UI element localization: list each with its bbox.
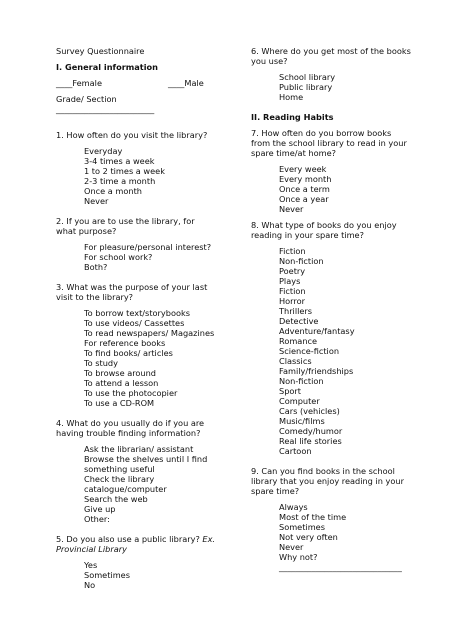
q4-option-continued: catalogue/computer bbox=[84, 484, 167, 494]
question-9-line3: spare time? bbox=[251, 486, 300, 496]
question-5-line2: Provincial Library bbox=[56, 544, 127, 554]
question-6-line1: 6. Where do you get most of the books bbox=[251, 46, 411, 56]
q9-option[interactable]: Always bbox=[279, 502, 308, 512]
question-5-text: 5. Do you also use a public library? bbox=[56, 534, 203, 544]
question-5-example: Ex. bbox=[202, 534, 216, 544]
gender-row bbox=[56, 78, 236, 88]
q7-option[interactable]: Every week bbox=[279, 164, 327, 174]
q1-option[interactable]: Everyday bbox=[84, 146, 123, 156]
section-reading-habits: II. Reading Habits bbox=[251, 112, 334, 122]
q3-option[interactable]: To use the photocopier bbox=[84, 388, 178, 398]
q3-option[interactable]: To read newspapers/ Magazines bbox=[84, 328, 215, 338]
q6-options bbox=[251, 72, 426, 102]
q1-option[interactable]: Once a month bbox=[84, 186, 142, 196]
female-option[interactable]: ____Female bbox=[56, 78, 102, 88]
q3-option[interactable]: For reference books bbox=[84, 338, 166, 348]
q8-option[interactable]: Real life stories bbox=[279, 436, 342, 446]
q1-option[interactable]: 3-4 times a week bbox=[84, 156, 155, 166]
male-option[interactable]: ____Male bbox=[168, 78, 204, 88]
q4-option[interactable]: Browse the shelves until I find bbox=[84, 454, 208, 464]
q3-option[interactable]: To use videos/ Cassettes bbox=[84, 318, 185, 328]
question-8-line1: 8. What type of books do you enjoy bbox=[251, 220, 397, 230]
q9-option[interactable]: Why not? bbox=[279, 552, 318, 562]
q5-options bbox=[56, 560, 236, 590]
q8-option[interactable]: Non-fiction bbox=[279, 376, 324, 386]
q7-option[interactable]: Once a term bbox=[279, 184, 330, 194]
q3-option[interactable]: To study bbox=[84, 358, 118, 368]
question-5-line1 bbox=[56, 534, 236, 544]
q5-option[interactable]: Yes bbox=[84, 560, 98, 570]
q8-option[interactable]: Cars (vehicles) bbox=[279, 406, 340, 416]
q6-option[interactable]: School library bbox=[279, 72, 336, 82]
q8-option[interactable]: Computer bbox=[279, 396, 320, 406]
right-column bbox=[251, 46, 426, 572]
q8-option[interactable]: Horror bbox=[279, 296, 305, 306]
q4-option[interactable]: Other: bbox=[84, 514, 110, 524]
q1-option[interactable]: 1 to 2 times a week bbox=[84, 166, 165, 176]
q4-option[interactable]: Ask the librarian/ assistant bbox=[84, 444, 194, 454]
survey-title: Survey Questionnaire bbox=[56, 46, 145, 56]
q2-options bbox=[56, 242, 236, 272]
q1-option[interactable]: Never bbox=[84, 196, 109, 206]
q8-option[interactable]: Comedy/humor bbox=[279, 426, 343, 436]
question-9-line1: 9. Can you find books in the school bbox=[251, 466, 395, 476]
grade-section-line[interactable]: ________________________ bbox=[56, 104, 155, 114]
question-1: 1. How often do you visit the library? bbox=[56, 130, 208, 140]
q3-option[interactable]: To use a CD-ROM bbox=[84, 398, 155, 408]
q4-option[interactable]: Search the web bbox=[84, 494, 148, 504]
question-2-line2: what purpose? bbox=[56, 226, 117, 236]
q8-option[interactable]: Non-fiction bbox=[279, 256, 324, 266]
q7-options bbox=[251, 164, 426, 214]
q3-option[interactable]: To borrow text/storybooks bbox=[84, 308, 190, 318]
q9-option[interactable]: Not very often bbox=[279, 532, 338, 542]
q3-option[interactable]: To attend a lesson bbox=[84, 378, 159, 388]
question-7-line3: spare time/at home? bbox=[251, 148, 336, 158]
grade-section-label: Grade/ Section bbox=[56, 94, 117, 104]
q4-option[interactable]: Check the library bbox=[84, 474, 155, 484]
q8-option[interactable]: Fiction bbox=[279, 246, 306, 256]
q1-options bbox=[56, 146, 236, 206]
q4-option[interactable]: Give up bbox=[84, 504, 116, 514]
question-8-line2: reading in your spare time? bbox=[251, 230, 364, 240]
section-general-information: I. General information bbox=[56, 62, 158, 72]
q8-option[interactable]: Cartoon bbox=[279, 446, 312, 456]
q3-options bbox=[56, 308, 236, 408]
q3-option[interactable]: To browse around bbox=[84, 368, 157, 378]
question-4-line1: 4. What do you usually do if you are bbox=[56, 418, 205, 428]
q9-option[interactable]: Most of the time bbox=[279, 512, 347, 522]
q9-option[interactable]: Sometimes bbox=[279, 522, 325, 532]
q2-option[interactable]: For pleasure/personal interest? bbox=[84, 242, 212, 252]
q8-option[interactable]: Adventure/fantasy bbox=[279, 326, 355, 336]
q4-options bbox=[56, 444, 236, 524]
q8-option[interactable]: Sport bbox=[279, 386, 301, 396]
q8-option[interactable]: Music/films bbox=[279, 416, 325, 426]
q8-options bbox=[251, 246, 426, 456]
q8-option[interactable]: Fiction bbox=[279, 286, 306, 296]
q8-option[interactable]: Poetry bbox=[279, 266, 306, 276]
q2-option[interactable]: For school work? bbox=[84, 252, 153, 262]
q1-option[interactable]: 2-3 time a month bbox=[84, 176, 156, 186]
q7-option[interactable]: Every month bbox=[279, 174, 332, 184]
q8-option[interactable]: Detective bbox=[279, 316, 319, 326]
question-9-line2: library that you enjoy reading in your bbox=[251, 476, 404, 486]
q6-option[interactable]: Public library bbox=[279, 82, 333, 92]
question-7-line1: 7. How often do you borrow books bbox=[251, 128, 392, 138]
q8-option[interactable]: Science-fiction bbox=[279, 346, 340, 356]
q9-option[interactable]: Never bbox=[279, 542, 304, 552]
q6-option[interactable]: Home bbox=[279, 92, 304, 102]
q2-option[interactable]: Both? bbox=[84, 262, 108, 272]
q5-option[interactable]: Sometimes bbox=[84, 570, 130, 580]
q8-option[interactable]: Plays bbox=[279, 276, 301, 286]
question-6-line2: you use? bbox=[251, 56, 288, 66]
q7-option[interactable]: Never bbox=[279, 204, 304, 214]
q9-options bbox=[251, 502, 426, 572]
question-3-line2: visit to the library? bbox=[56, 292, 134, 302]
question-4-line2: having trouble finding information? bbox=[56, 428, 201, 438]
q7-option[interactable]: Once a year bbox=[279, 194, 329, 204]
q3-option[interactable]: To find books/ articles bbox=[84, 348, 173, 358]
q8-option[interactable]: Thrillers bbox=[279, 306, 313, 316]
q9-answer-line[interactable]: ______________________________ bbox=[279, 562, 402, 572]
q8-option[interactable]: Classics bbox=[279, 356, 312, 366]
question-3-line1: 3. What was the purpose of your last bbox=[56, 282, 208, 292]
q8-option[interactable]: Romance bbox=[279, 336, 318, 346]
q4-option-continued: something useful bbox=[84, 464, 155, 474]
q5-option[interactable]: No bbox=[84, 580, 96, 590]
question-7-line2: from the school library to read in your bbox=[251, 138, 407, 148]
left-column bbox=[56, 46, 236, 590]
question-2-line1: 2. If you are to use the library, for bbox=[56, 216, 195, 226]
q8-option[interactable]: Family/friendships bbox=[279, 366, 354, 376]
